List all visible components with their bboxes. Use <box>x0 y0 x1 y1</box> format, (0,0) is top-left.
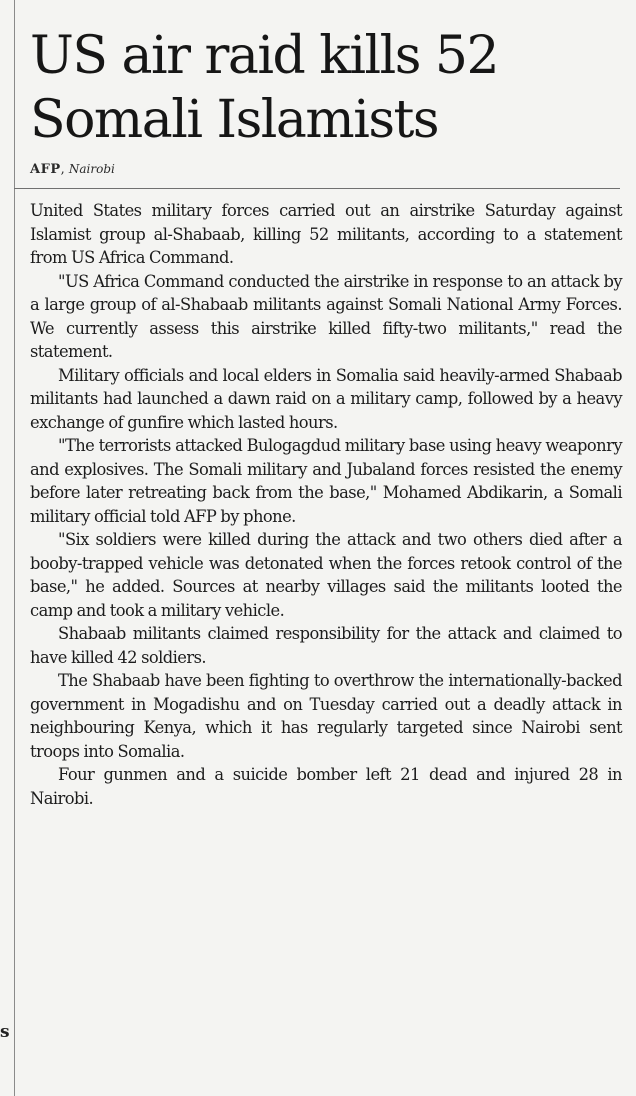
article-paragraph: United States military forces carried out an airstrike Saturday against Islamist group al-Shabaab, killing 52 militants, according to a statement from US Africa Command. <box>30 201 622 267</box>
article-paragraph: Four gunmen and a suicide bomber left 21 dead and injured 28 in Nairobi. <box>30 765 622 808</box>
article-paragraph: Military officials and local elders in Somalia said heavily-armed Shabaab militants had launched a dawn raid on a military camp, followed by a heavy exchange of gunfire which lasted hours. <box>30 365 622 432</box>
news-article <box>30 0 622 810</box>
article-byline: AFP, Nairobi <box>30 162 115 177</box>
column-divider <box>14 0 15 1096</box>
article-paragraph: Shabaab militants claimed responsibility for the attack and claimed to have killed 42 soldiers. <box>30 624 622 667</box>
article-headline: US air raid kills 52 Somali Islamists <box>30 26 499 150</box>
article-paragraph: The Shabaab have been fighting to overthrow the internationally-backed government in Mogadishu and on Tuesday carried out a deadly attack in neighbouring Kenya, which it has regularly targeted since Nairobi sent troops into Somalia. <box>30 671 622 761</box>
byline-divider <box>14 188 620 189</box>
byline-city: Nairobi <box>68 162 115 176</box>
adjacent-column-fragment: s <box>0 1022 10 1042</box>
article-paragraph: "US Africa Command conducted the airstrike in response to an attack by a large group of al-Shabaab militants against Somali National Army Forces. We currently assess this airstrike killed fifty-two militants," read the statement. <box>30 271 622 361</box>
article-body <box>30 199 622 810</box>
byline-agency: AFP <box>30 162 61 177</box>
article-paragraph: "The terrorists attacked Bulogagdud military base using heavy weaponry and explosives. The Somali military and Jubaland forces resisted the enemy before later retreating back from the base," Mohamed Abdikarin, a Somali military official told AFP by phone. <box>30 436 622 526</box>
article-paragraph: "Six soldiers were killed during the attack and two others died after a booby-trapped vehicle was detonated when the forces retook control of the base," he added. Sources at nearby villages said the militants looted the camp and took a military vehicle. <box>30 530 622 620</box>
